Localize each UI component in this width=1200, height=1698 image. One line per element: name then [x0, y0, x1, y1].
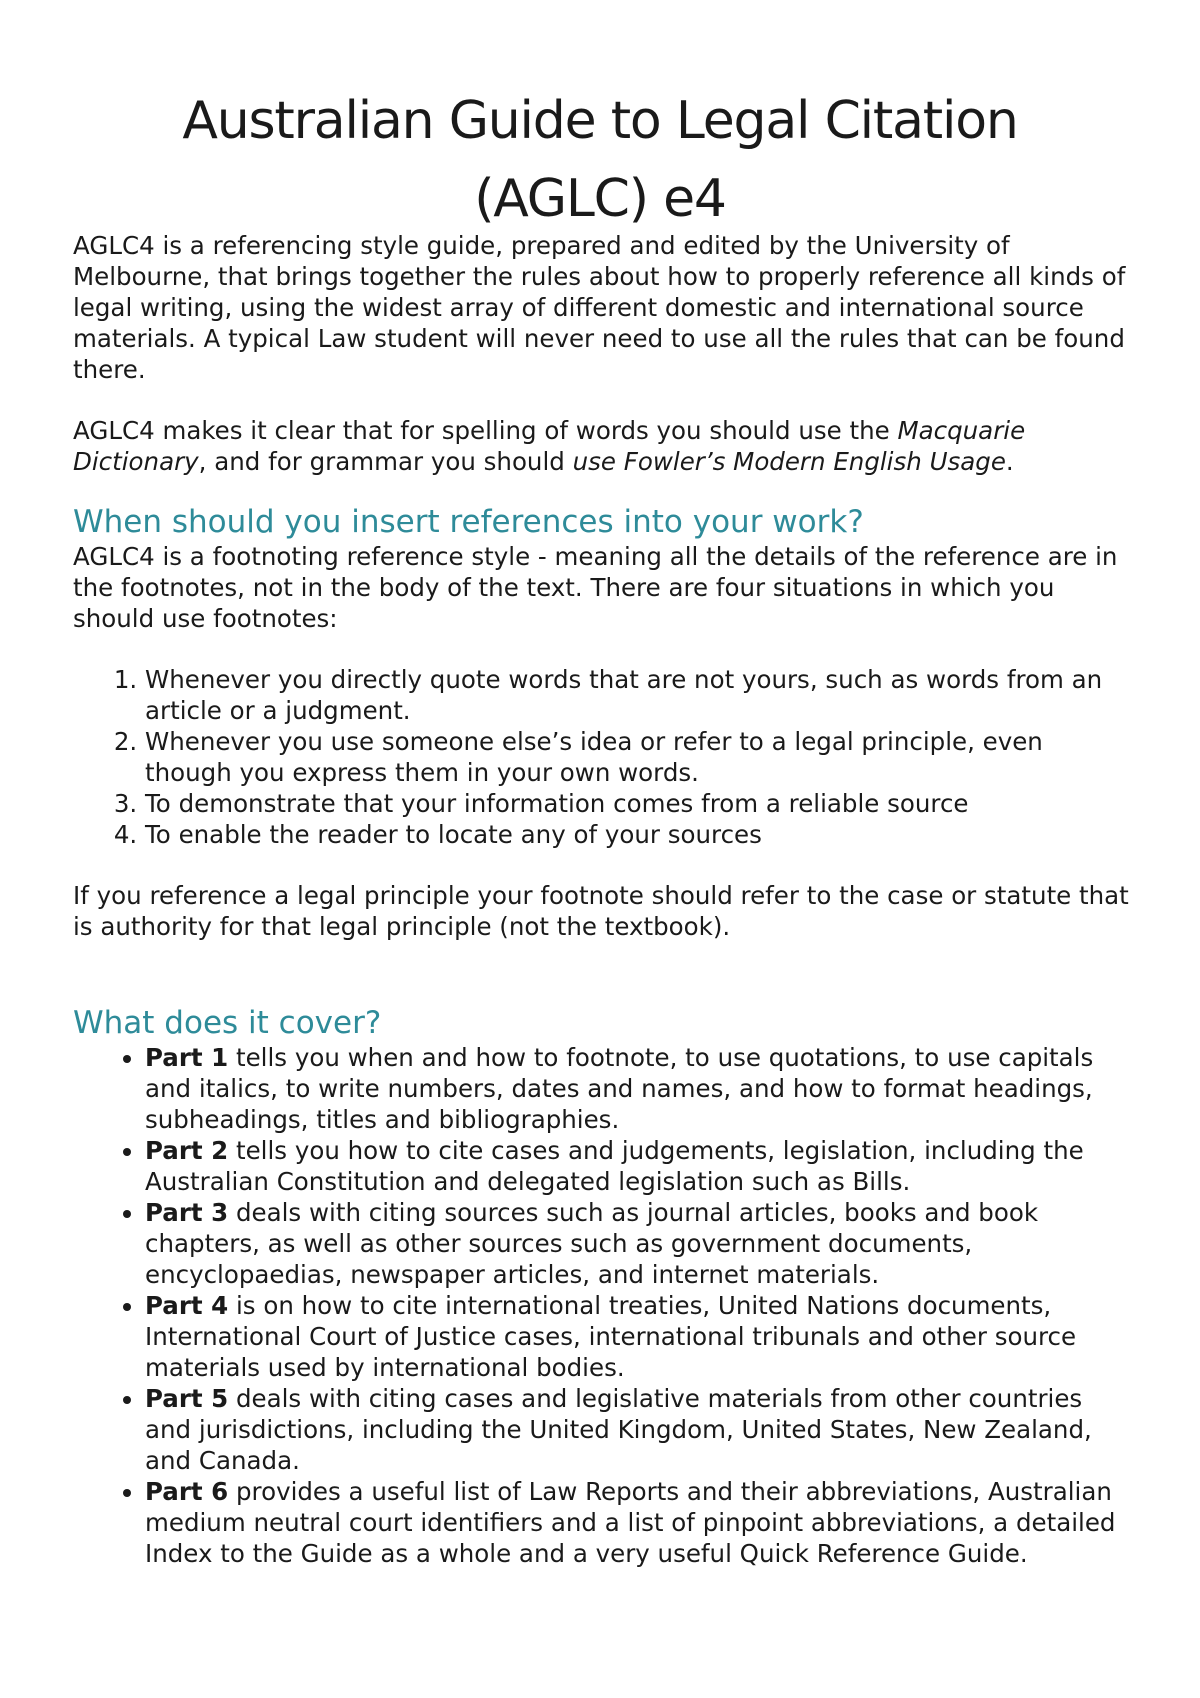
part-description: tells you when and how to footnote, to use quotations, to use capitals and italics, to write numbers, dates and names, and how to format headings, subheadings, titles and bibliographies. — [145, 1043, 1094, 1134]
list-item — [145, 1476, 1133, 1569]
part-label: Part 3 — [145, 1198, 229, 1227]
part-description: deals with citing cases and legislative materials from other countries and jurisdictions, including the United Kingdom, United States, New Zealand, and Canada. — [145, 1384, 1092, 1475]
footnoting-paragraph: AGLC4 is a footnoting reference style - meaning all the details of the reference are in the footnotes, not in the body of the text. There are four situations in which you should use footnotes: — [73, 542, 1118, 633]
part-label: Part 6 — [145, 1477, 229, 1506]
footnote-situations-list — [73, 664, 1133, 850]
part-label: Part 5 — [145, 1384, 229, 1413]
list-item — [145, 1290, 1133, 1383]
spelling-middle: , and for grammar you should — [198, 447, 573, 476]
list-item: 3. To demonstrate that your information comes from a reliable source — [145, 788, 1133, 819]
title-line-1: Australian Guide to Legal Citation — [182, 91, 1018, 151]
list-item — [145, 1383, 1133, 1476]
part-label: Part 4 — [145, 1291, 229, 1320]
heading-what-does-it-cover: What does it cover? — [73, 1005, 382, 1041]
fowlers-usage-title: use Fowler’s Modern English Usage — [572, 447, 1006, 476]
part-description: deals with citing sources such as journal articles, books and book chapters, as well as other sources such as government documents, encyclopaedias, newspaper articles, and internet materials. — [145, 1198, 1039, 1289]
part-description: is on how to cite international treaties, United Nations documents, International Court of Justice cases, international tribunals and other source materials used by international bodies. — [145, 1291, 1077, 1382]
intro-paragraph: AGLC4 is a referencing style guide, prepared and edited by the University of Melbourne, that brings together the rules about how to properly reference all kinds of legal writing, using the widest array of different domestic and international source materials. A typical Law student will never need to use all the rules that can be found there. — [73, 231, 1126, 384]
document-body — [73, 230, 1133, 1569]
parts-list — [73, 1042, 1133, 1569]
list-item — [145, 1197, 1133, 1290]
spelling-paragraph — [73, 415, 1133, 477]
part-label: Part 2 — [145, 1136, 229, 1165]
part-label: Part 1 — [145, 1043, 229, 1072]
list-item — [145, 1135, 1133, 1197]
list-item: 4. To enable the reader to locate any of your sources — [145, 819, 1133, 850]
list-item: 2. Whenever you use someone else’s idea or refer to a legal principle, even though you express them in your own words. — [145, 726, 1133, 788]
title-line-2: (AGLC) e4 — [474, 169, 726, 229]
macquarie-dictionary-title: Macquarie Dictionary — [73, 416, 1026, 476]
list-item: 1. Whenever you directly quote words that are not yours, such as words from an article or a judgment. — [145, 664, 1133, 726]
list-item — [145, 1042, 1133, 1135]
part-description: tells you how to cite cases and judgements, legislation, including the Australian Constitution and delegated legislation such as Bills. — [145, 1136, 1084, 1196]
document-title — [0, 82, 1200, 238]
legal-principle-paragraph: If you reference a legal principle your footnote should refer to the case or statute that is authority for that legal principle (not the textbook). — [73, 881, 1129, 941]
part-description: provides a useful list of Law Reports and their abbreviations, Australian medium neutral court identifiers and a list of pinpoint abbreviations, a detailed Index to the Guide as a whole and a very useful Quick Reference Guide. — [145, 1477, 1116, 1568]
spelling-suffix: . — [1005, 447, 1014, 476]
spelling-prefix: AGLC4 makes it clear that for spelling of words you should use the — [73, 416, 898, 445]
heading-when-to-reference: When should you insert references into your work? — [73, 504, 864, 540]
